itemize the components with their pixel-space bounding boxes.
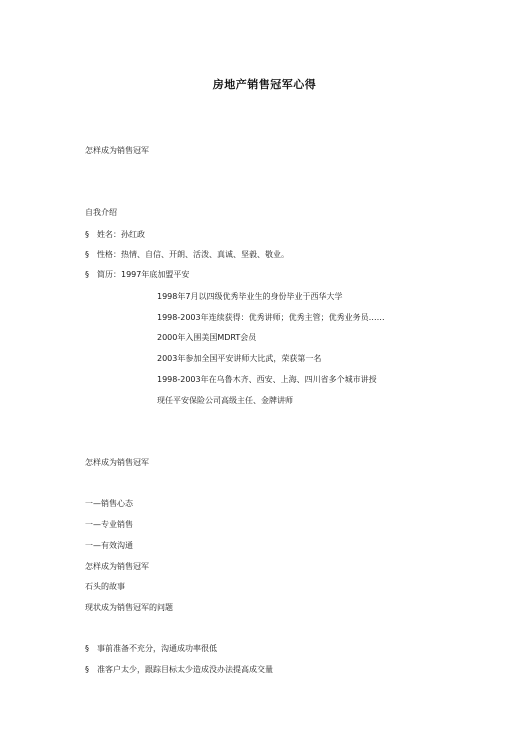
resume-item: 1998年7月以四级优秀毕业生的身份毕业于西华大学: [157, 292, 343, 301]
resume-item: 现任平安保险公司高级主任、金牌讲师: [157, 396, 293, 405]
bullet-text: 简历：1997年底加盟平安: [97, 270, 190, 279]
section-line: 一—有效沟通: [85, 541, 133, 550]
bullet-marker: §: [85, 270, 89, 279]
resume-item: 2000年入围美国MDRT会员: [157, 333, 257, 342]
resume-item: 1998-2003年连续获得：优秀讲师；优秀主管；优秀业务员……: [157, 313, 385, 322]
section-line: 现状成为销售冠军的问题: [85, 603, 173, 612]
bullet-text: 姓名：孙红政: [97, 230, 145, 239]
document-title: 房地产销售冠军心得: [212, 78, 317, 91]
intro-bullet-name: [85, 230, 145, 240]
bullet-text: 事前准备不充分，沟通成功率很低: [97, 644, 217, 653]
bullet-marker: §: [85, 665, 89, 674]
problem-bullet: [85, 665, 273, 675]
resume-item: 2003年参加全国平安讲师大比武，荣获第一名: [157, 354, 322, 363]
intro-bullet-resume: [85, 270, 189, 280]
bullet-marker: §: [85, 230, 89, 239]
resume-item: 1998-2003年在乌鲁木齐、西安、上海、四川省多个城市讲授: [157, 375, 377, 384]
section-heading: 怎样成为销售冠军: [85, 458, 149, 467]
section-heading: 怎样成为销售冠军: [85, 146, 149, 155]
section-line: 石头的故事: [85, 582, 125, 591]
bullet-marker: §: [85, 644, 89, 653]
bullet-text: 性格：热情、自信、开朗、活泼、真诚、坚毅、敬业。: [97, 250, 289, 259]
bullet-marker: §: [85, 250, 89, 259]
intro-bullet-personality: [85, 250, 289, 260]
section-line: 怎样成为销售冠军: [85, 562, 149, 571]
section-line: 一—销售心态: [85, 499, 133, 508]
intro-heading: 自我介绍: [85, 208, 117, 217]
problem-bullet: [85, 644, 217, 654]
bullet-text: 准客户太少，跟踪目标太少造成没办法提高成交量: [97, 665, 273, 674]
section-line: 一—专业销售: [85, 520, 133, 529]
